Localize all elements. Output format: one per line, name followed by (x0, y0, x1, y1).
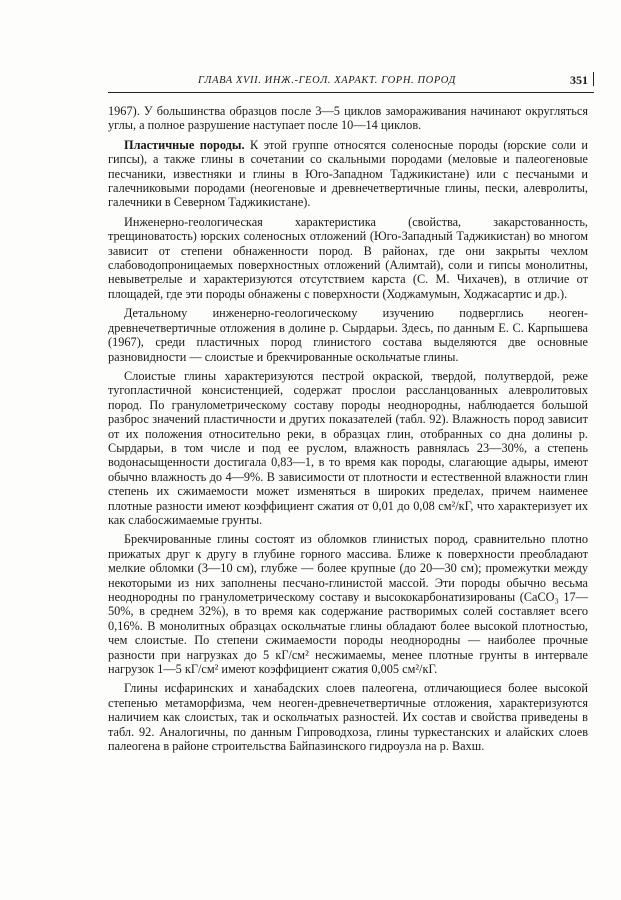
paragraph-brecciated-clays (108, 532, 588, 676)
paragraph-text: Слоистые глины характеризуются пестрой окраской, твердой, полутвердой, реже тугопластичной консистенцией, содержат прослои рассланцованных алевролитовых пород. По гранулометрическому составу породы неоднородны, наблюдается большой разброс значений пластичности и других показателей (табл. 92). Влажность пород зависит от их положения относительно реки, в образцах глин, отобранных со дна долины р. Сырдарьи, в том числе и под ее руслом, влажность равнялась 23—30%, а степень водонасыщенности достигала 0,83—1, в то время как породы, слагающие адыры, имеют обычно влажность до 4—9%. В зависимости от плотности и естественной влажности глин степень их сжимаемости может изменяться в широких пределах, причем наименее плотные разности имеют коэффициент сжатия от 0,01 до 0,08 см²/кГ, что характеризует их как слабосжимаемые грунты. (108, 368, 588, 527)
paragraph-engineering-characteristics (108, 215, 588, 301)
paragraph-text: Глины исфаринских и ханабадских слоев палеогена, отличающиеся более высокой степенью метаморфизма, чем неоген-древнечетвертичные отложения, характеризуются наличием как слоистых, так и оскольчатых разностей. Их состав и свойства приведены в табл. 92. Аналогичны, по данным Гипроводхоза, глины туркестанских и алайских слоев палеогена в районе строительства Байпазинского гидроузла на р. Вахш. (108, 681, 588, 754)
page-header (108, 68, 594, 93)
paragraph-layered-clays (108, 369, 588, 527)
page-edge-mark (593, 72, 595, 86)
page-number: 351 (570, 73, 588, 87)
section-lead-heading: Пластичные породы. (124, 137, 245, 152)
paragraph-plastic-rocks (108, 138, 588, 210)
paragraph-text: Детальному инженерно-геологическому изучению подверглись неоген-древнечетвертичные отложения в долине р. Сырдарьи. Здесь, по данным Е. С. Карпышева (1967), среди пластичных пород глинистого состава выделяются две основные разновидности — слоистые и брекчированные оскольчатые глины. (108, 306, 588, 364)
paragraph-detailed-study (108, 306, 588, 364)
paragraph-continuation (108, 104, 588, 133)
paragraph-paleogene-clays (108, 681, 588, 753)
paragraph-text: Брекчированные глины состоят из обломков глинистых пород, сравнительно плотно прижатых друг к другу в глубине горного массива. Ближе к поверхности преобладают мелкие обломки (3—10 см), глубже — более крупные (до 20—30 см); промежутки между некоторыми из них заполнены песчано-глинистой массой. Эти породы обычно весьма неоднородны по гранулометрическому составу и высококарбонатизированы (CaCO₃ 17—50%, в среднем 32%), в то время как содержание растворимых солей составляет всего 0,16%. В монолитных образцах оскольчатые глины обладают более высокой плотностью, чем слоистые. По степени сжимаемости породы неоднородны — наиболее прочные разности при нагрузках до 5 кГ/см² несжимаемы, менее плотные грунты в интервале нагрузок 1—5 кГ/см² имеют коэффициент сжатия 0,005 см²/кГ. (108, 532, 588, 677)
paragraph-text: 1967). У большинства образцов после 3—5 циклов замораживания начинают округляться углы, а полное разрушение наступает после 10—14 циклов. (108, 104, 588, 133)
paragraph-text: К этой группе относятся соленосные породы (юрские соли и гипсы), а также глины в сочетании со скальными породами (меловые и палеогеновые песчаники, известняки и глины в Юго-Западном Таджикистане) или с песчаными и галечниковыми породами (неогеновые и древнечетвертичные глины, пески, алевролиты, галечники в Северном Таджикистане). (108, 137, 588, 210)
running-head: ГЛАВА XVII. ИНЖ.-ГЕОЛ. ХАРАКТ. ГОРН. ПОРОД (198, 75, 456, 86)
paragraph-text: Инженерно-геологическая характеристика (свойства, закарстованность, трещиноватость) юрских соленосных отложений (Юго-Западный Таджикистан) во многом зависит от степени обнаженности пород. В районах, где они закрыты чехлом слабоводопроницаемых поверхностных отложений (Алимтай), соли и гипсы монолитны, невыветрелые и характеризуются отсутствием карста (С. М. Чихачев), в отличие от площадей, где эти породы обнажены с поверхности (Ходжамумын, Ходжасартис и др.). (108, 214, 588, 301)
body-text (108, 104, 588, 758)
